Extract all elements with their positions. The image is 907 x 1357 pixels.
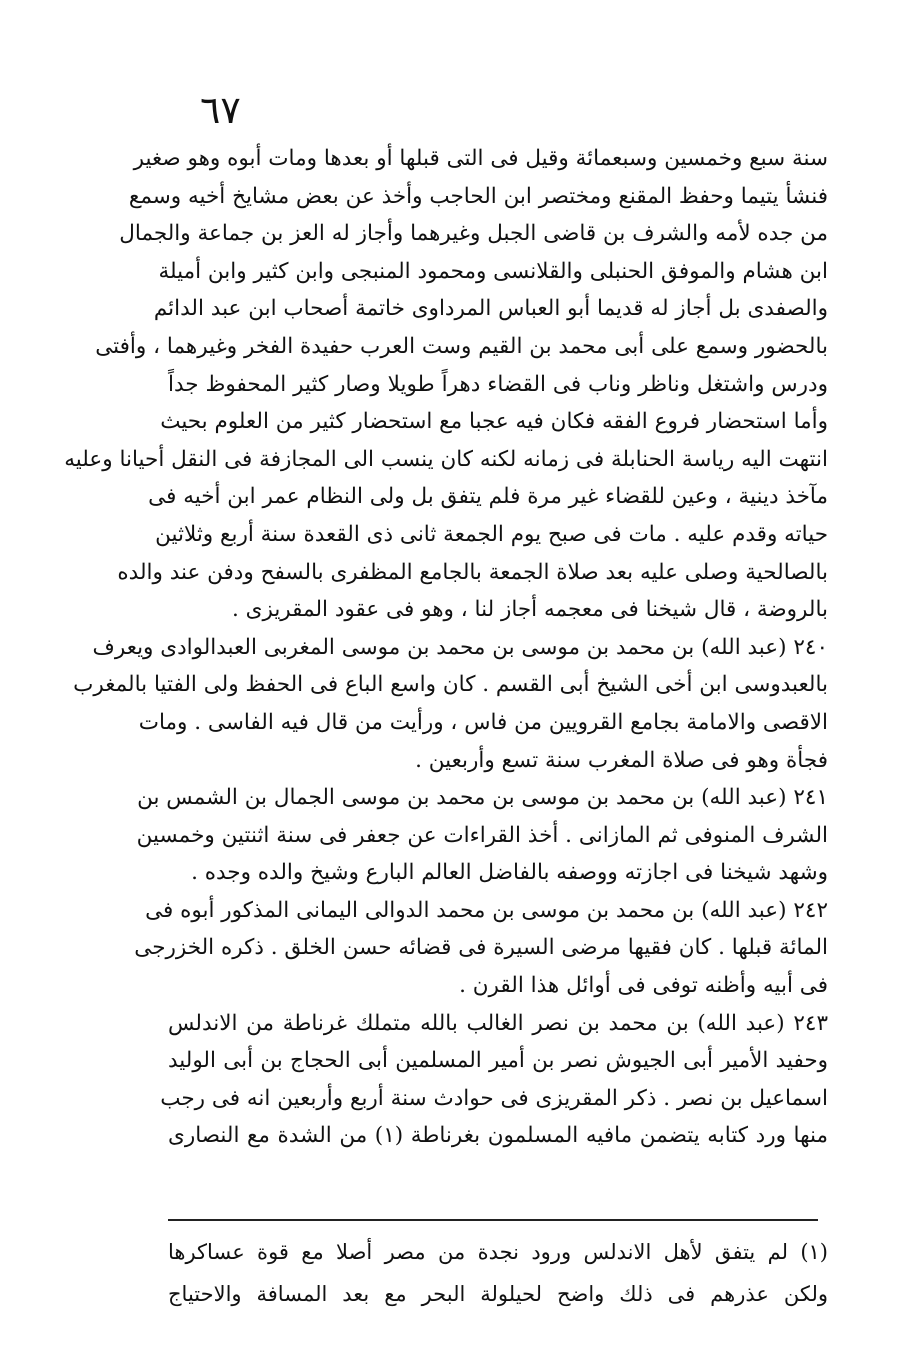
text-line: بالروضة ، قال شيخنا فى معجمه أجاز لنا ، وهو فى عقود المقريزى . bbox=[231, 597, 828, 623]
text-line: فجأة وهو فى صلاة المغرب سنة تسع وأربعين . bbox=[415, 747, 828, 773]
main-text bbox=[64, 140, 828, 1155]
text-line: منها ورد كتابه يتضمن مافيه المسلمون بغرناطة (١) من الشدة مع النصارى bbox=[168, 1123, 828, 1149]
text-line: المائة قبلها . كان فقيها مرضى السيرة فى قضائه حسن الخلق . ذكره الخزرجى bbox=[134, 935, 828, 961]
footnote-separator bbox=[168, 1219, 818, 1221]
text-line: ابن هشام والموفق الحنبلى والقلانسى ومحمود المنبجى وابن كثير وابن أميلة bbox=[158, 258, 828, 284]
text-line: ٢٤٠ (عبد الله) بن محمد بن موسى بن محمد بن موسى المغربى العبدالوادى ويعرف bbox=[92, 634, 828, 660]
text-line: ٢٤١ (عبد الله) بن محمد بن موسى بن محمد بن موسى الجمال بن الشمس بن bbox=[137, 785, 828, 811]
text-line: ٢٤٢ (عبد الله) بن محمد بن موسى بن محمد الدوالى اليمانى المذكور أبوه فى bbox=[145, 897, 828, 923]
text-line: بالحضور وسمع على أبى محمد بن القيم وست العرب حفيدة الفخر وغيرهما ، وأفتى bbox=[95, 333, 828, 359]
text-line: فى أبيه وأظنه توفى فى أوائل هذا القرن . bbox=[459, 973, 828, 999]
text-line: بالعبدوسى ابن أخى الشيخ أبى القسم . كان واسع الباع فى الحفظ ولى الفتيا بالمغرب bbox=[73, 672, 828, 698]
footnotes bbox=[168, 1231, 828, 1315]
text-line: الشرف المنوفى ثم المازانى . أخذ القراءات عن جعفر فى سنة اثنتين وخمسين bbox=[136, 822, 828, 848]
text-line: اسماعيل بن نصر . ذكر المقريزى فى حوادث سنة أربع وأربعين انه فى رجب bbox=[160, 1085, 828, 1111]
text-line: انتهت اليه رياسة الحنابلة فى زمانه لكنه كان ينسب الى المجازفة فى النقل أحيانا وعليه bbox=[64, 446, 828, 472]
text-line: فنشأ يتيما وحفظ المقنع ومختصر ابن الحاجب وأخذ عن بعض مشايخ أخيه وسمع bbox=[128, 183, 828, 209]
text-line: مآخذ دينية ، وعين للقضاء غير مرة فلم يتفق بل ولى النظام عمر ابن أخيه فى bbox=[148, 484, 828, 510]
text-line: وشهد شيخنا فى اجازته ووصفه بالفاضل العالم البارع وشيخ والده وجده . bbox=[191, 860, 828, 886]
text-line: ٢٤٣ (عبد الله) بن محمد بن نصر الغالب بالله متملك غرناطة من الاندلس bbox=[168, 1010, 828, 1036]
text-line: وأما استحضار فروع الفقه فكان فيه عجبا مع استحضار كثير من العلوم بحيث bbox=[160, 409, 828, 435]
text-line: حياته وقدم عليه . مات فى صبح يوم الجمعة ثانى ذى القعدة سنة أربع وثلاثين bbox=[155, 521, 828, 547]
text-line: الاقصى والامامة بجامع القرويين من فاس ، ورأيت من قال فيه الفاسى . ومات bbox=[138, 709, 828, 735]
text-line: ودرس واشتغل وناظر وناب فى القضاء دهراً طويلا وصار كثير المحفوظ جداً bbox=[168, 371, 828, 397]
text-line: وحفيد الأمير أبى الجيوش نصر بن أمير المسلمين أبى الحجاج بن أبى الوليد bbox=[168, 1048, 828, 1074]
text-line: بالصالحية وصلى عليه بعد صلاة الجمعة بالجامع المظفرى بالسفح ودفن عند والده bbox=[117, 559, 828, 585]
footnote-line: (١) لم يتفق لأهل الاندلس ورود نجدة من مصر أصلا مع قوة عساكرها bbox=[168, 1240, 828, 1264]
text-line: والصفدى بل أجاز له قديما أبو العباس المرداوى خاتمة أصحاب ابن عبد الدائم bbox=[153, 296, 828, 322]
page-number: ٦٧ bbox=[200, 88, 241, 132]
footnote-line: ولكن عذرهم فى ذلك واضح لحيلولة البحر مع بعد المسافة والاحتياج bbox=[168, 1282, 828, 1306]
text-line: سنة سبع وخمسين وسبعمائة وقيل فى التى قبلها أو بعدها ومات أبوه وهو صغير bbox=[133, 146, 828, 171]
text-line: من جده لأمه والشرف بن قاضى الجبل وغيرهما وأجاز له العز بن جماعة والجمال bbox=[119, 221, 828, 247]
